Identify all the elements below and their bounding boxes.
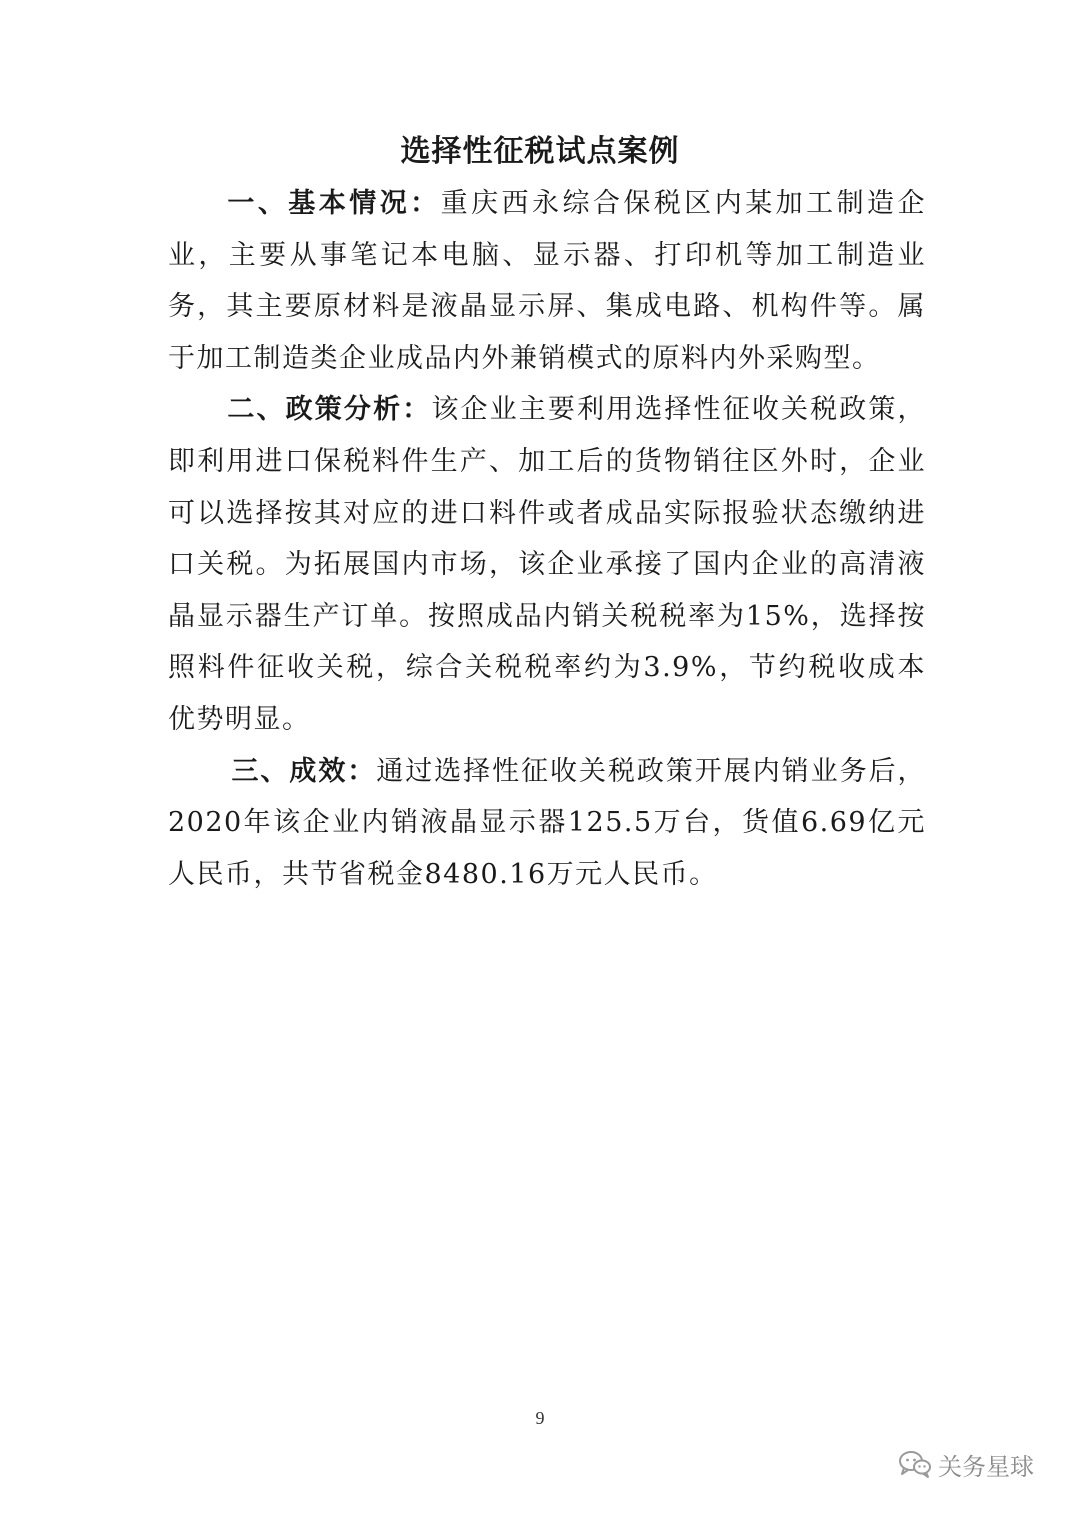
- section-heading: 三、成效：: [231, 755, 377, 787]
- section-heading: 二、政策分析：: [227, 394, 432, 426]
- section-policy-analysis: [168, 384, 926, 745]
- section-heading: 一、基本情况：: [227, 188, 441, 219]
- document-body: [168, 178, 926, 900]
- section-basic-info: [168, 178, 926, 384]
- section-text: 该企业主要利用选择性征收关税政策，即利用进口保税料件生产、加工后的货物销往区外时，企业可以选择按其对应的进口料件或者成品实际报验状态缴纳进口关税。为拓展国内市场，该企业承接了国内企业的高清液晶显示器生产订单。按照成品内销关税税率为15%，选择按照料件征收关税，综合关税税率约为3.9%，节约税收成本优势明显。: [168, 394, 927, 735]
- document-title: 选择性征税试点案例: [400, 134, 680, 169]
- section-text: 重庆西永综合保税区内某加工制造企业，主要从事笔记本电脑、显示器、打印机等加工制造业务，其主要原材料是液晶显示屏、集成电路、机构件等。属于加工制造类企业成品内外兼销模式的原料内外采购型。: [168, 188, 927, 374]
- wechat-icon: [898, 1449, 932, 1479]
- watermark: [898, 1444, 1034, 1484]
- section-text: 通过选择性征收关税政策开展内销业务后，2020年该企业内销液晶显示器125.5万台，货值6.69亿元人民币，共节省税金8480.16万元人民币。: [168, 755, 926, 890]
- section-results: [168, 746, 926, 901]
- watermark-text: 关务星球: [938, 1452, 1034, 1481]
- page-number: 9: [535, 1408, 545, 1428]
